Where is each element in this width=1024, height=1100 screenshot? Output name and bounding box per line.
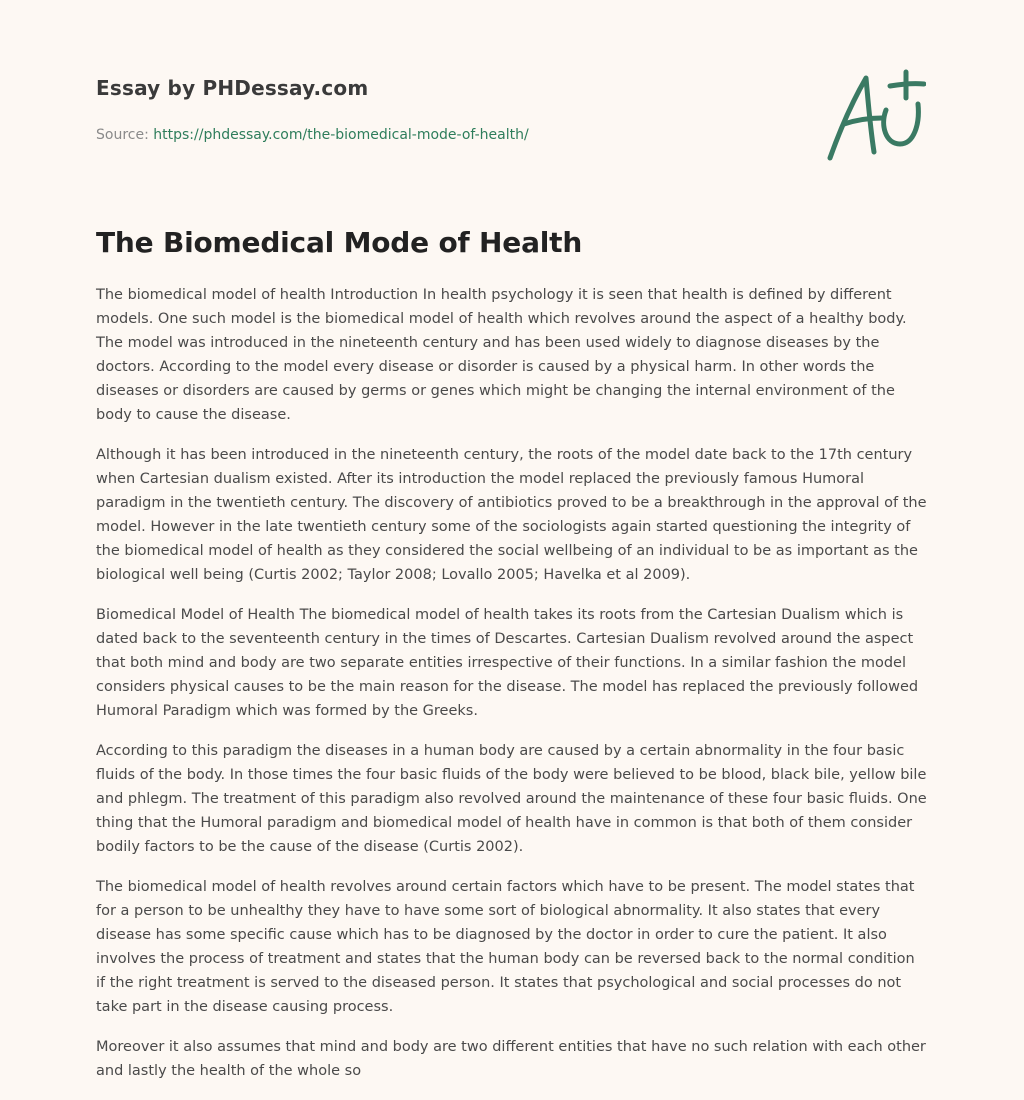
source-line (96, 127, 796, 143)
source-link[interactable]: https://phdessay.com/the-biomedical-mode-of-health/ (153, 127, 529, 143)
page-header (96, 76, 796, 143)
site-brand: Essay by PHDessay.com (96, 76, 369, 100)
essay-paragraph: Biomedical Model of Health The biomedical model of health takes its roots from the Cartesian Dualism which is dated back to the seventeenth century in the times of Descartes. Cartesian Dualism revolved around the aspect that both mind and body are two separate entities irrespective of their functions. In a similar fashion the model considers physical causes to be the main reason for the disease. The model has replaced the previously followed Humoral Paradigm which was formed by the Greeks. (96, 607, 919, 719)
source-label: Source: (96, 127, 149, 143)
essay-title: The Biomedical Mode of Health (96, 226, 583, 259)
essay-paragraph: Moreover it also assumes that mind and body are two different entities that have no such relation with each other and lastly the health of the whole so (96, 1039, 926, 1079)
essay-paragraph: Although it has been introduced in the nineteenth century, the roots of the model date back to the 17th century when Cartesian dualism existed. After its introduction the model replaced the previously famous Humoral paradigm in the twentieth century. The discovery of antibiotics proved to be a breakthrough in the approval of the model. However in the late twentieth century some of the sociologists again started questioning the integrity of the biomedical model of health as they considered the social wellbeing of an individual to be as important as the biological well being (Curtis 2002; Taylor 2008; Lovallo 2005; Havelka et al 2009). (96, 447, 927, 583)
essay-paragraph: According to this paradigm the diseases in a human body are caused by a certain abnormality in the four basic fluids of the body. In those times the four basic fluids of the body were believed to be blood, black bile, yellow bile and phlegm. The treatment of this paradigm also revolved around the maintenance of these four basic fluids. One thing that the Humoral paradigm and biomedical model of health have in common is that both of them consider bodily factors to be the cause of the disease (Curtis 2002). (96, 743, 927, 855)
essay-paragraph: The biomedical model of health Introduction In health psychology it is seen that health is defined by different models. One such model is the biomedical model of health which revolves around the aspect of a healthy body. The model was introduced in the nineteenth century and has been used widely to diagnose diseases by the doctors. According to the model every disease or disorder is caused by a physical harm. In other words the diseases or disorders are caused by germs or genes which might be changing the internal environment of the body to cause the disease. (96, 287, 907, 423)
essay-content (96, 226, 928, 1099)
a-plus-logo-icon (822, 68, 926, 164)
essay-paragraph: The biomedical model of health revolves around certain factors which have to be present. The model states that for a person to be unhealthy they have to have some sort of biological abnormality. It also states that every disease has some specific cause which has to be diagnosed by the doctor in order to cure the patient. It also involves the process of treatment and states that the human body can be reversed back to the normal condition if the right treatment is served to the diseased person. It states that psychological and social processes do not take part in the disease causing process. (96, 879, 915, 1015)
